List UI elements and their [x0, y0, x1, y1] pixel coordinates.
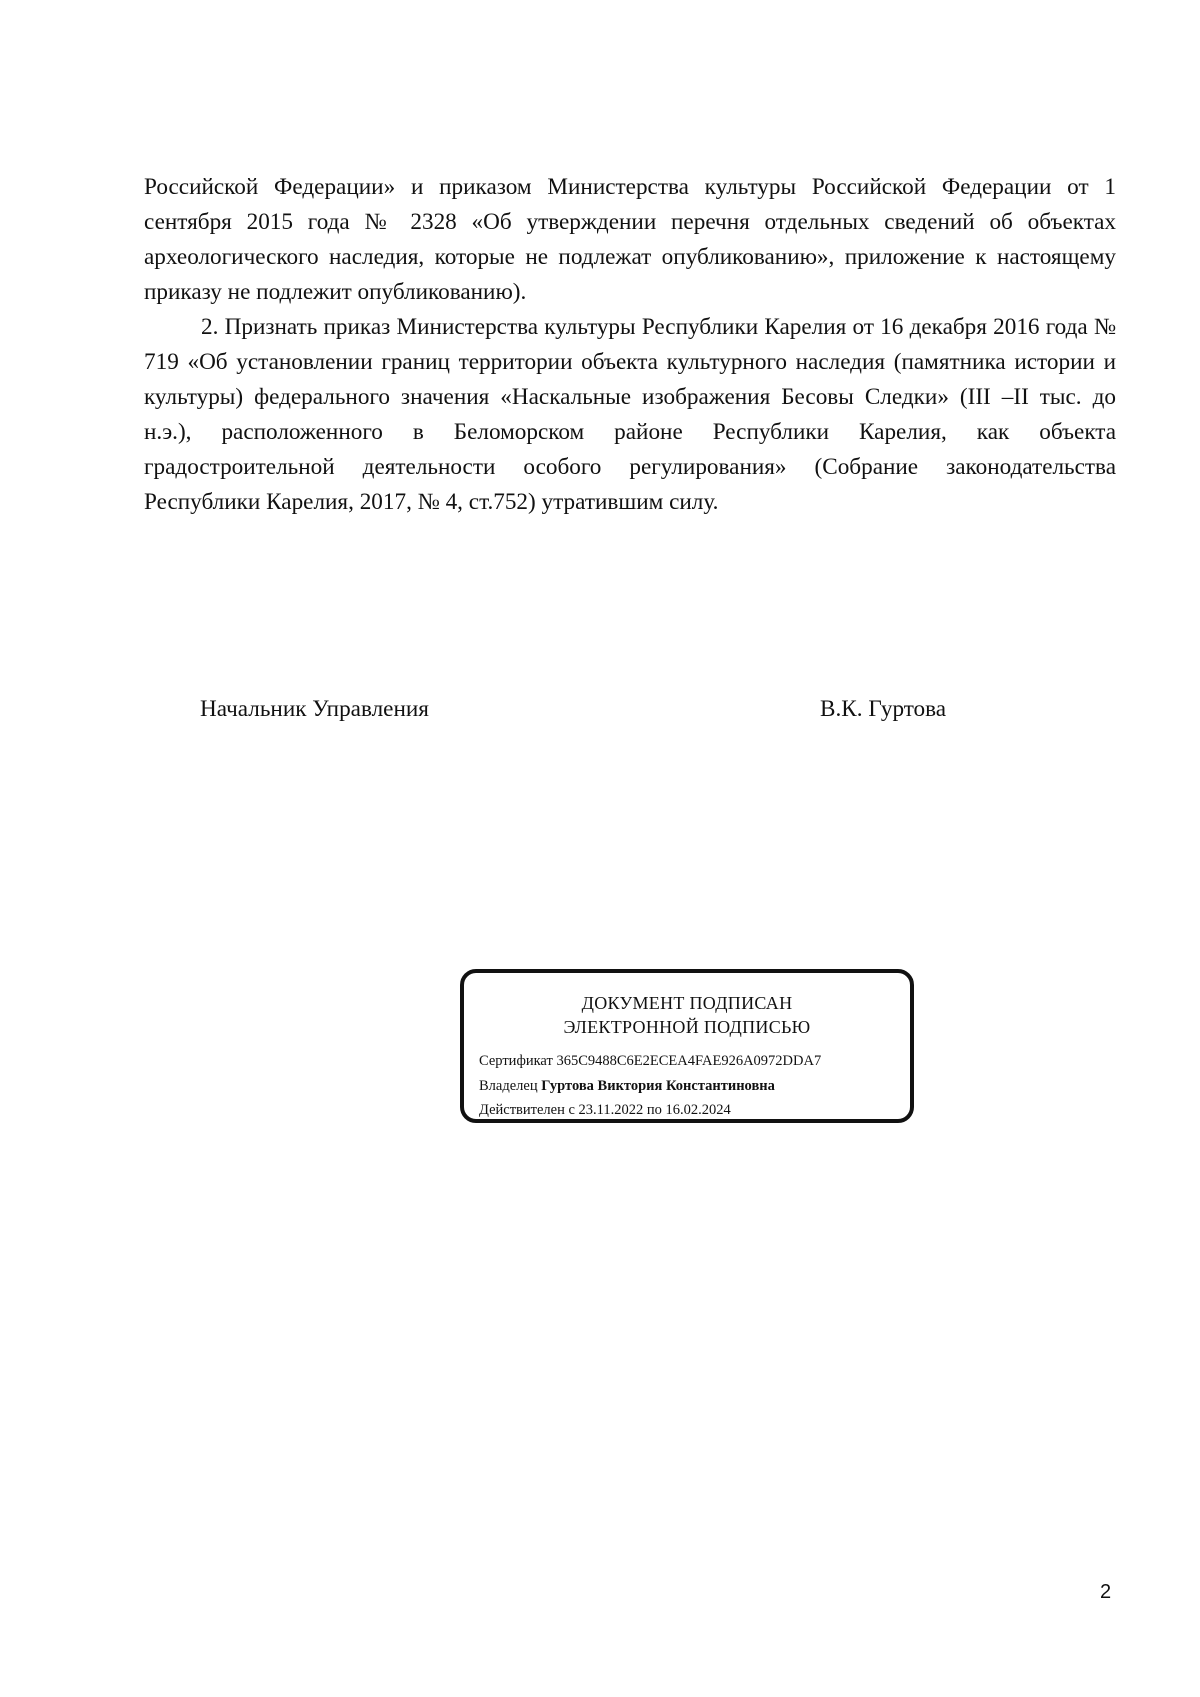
page-number: 2 [1100, 1581, 1112, 1603]
signatory-position: Начальник Управления [200, 696, 429, 722]
stamp-certificate-line [479, 1051, 821, 1071]
stamp-title-line-1: ДОКУМЕНТ ПОДПИСАН [581, 993, 793, 1013]
certificate-label: Сертификат [479, 1053, 553, 1069]
certificate-value: 365C9488C6E2ECEA4FAE926A0972DDA7 [556, 1053, 822, 1069]
signatory-name: В.К. Гуртова [820, 696, 947, 722]
valid-from-date: 23.11.2022 [578, 1102, 644, 1118]
valid-from-label: Действителен с [479, 1102, 575, 1118]
document-body [144, 170, 1116, 520]
owner-value: Гуртова Виктория Константиновна [541, 1078, 775, 1094]
valid-to-label: по [646, 1102, 662, 1118]
stamp-validity-line [479, 1100, 731, 1120]
paragraph-item-2: 2. Признать приказ Министерства культуры Республики Карелия от 16 декабря 2016 года № 719 «Об установлении границ территории объекта культурного наследия (памятника истории и культуры) федерального значения «Наскальные изображения Бесовы Следки» (III –II тыс. до н.э.), расположенного в Беломорском районе Республики Карелия, как объекта градостроительной деятельности особого регулирования» (Собрание законодательства Республики Карелия, 2017, № 4, ст.752) утратившим силу. [144, 314, 1116, 515]
owner-label: Владелец [479, 1078, 538, 1094]
stamp-owner-line [479, 1076, 775, 1096]
stamp-title [464, 991, 910, 1039]
electronic-signature-stamp [460, 969, 914, 1123]
valid-to-date: 16.02.2024 [665, 1102, 731, 1118]
paragraph-continuation: Российской Федерации» и приказом Министерства культуры Российской Федерации от 1 сентября 2015 года № 2328 «Об утверждении перечня отдельных сведений об объектах археологического наследия, которые не подлежат опубликованию», приложение к настоящему приказу не подлежит опубликованию). [144, 174, 1116, 305]
stamp-title-line-2: ЭЛЕКТРОННОЙ ПОДПИСЬЮ [563, 1017, 811, 1037]
